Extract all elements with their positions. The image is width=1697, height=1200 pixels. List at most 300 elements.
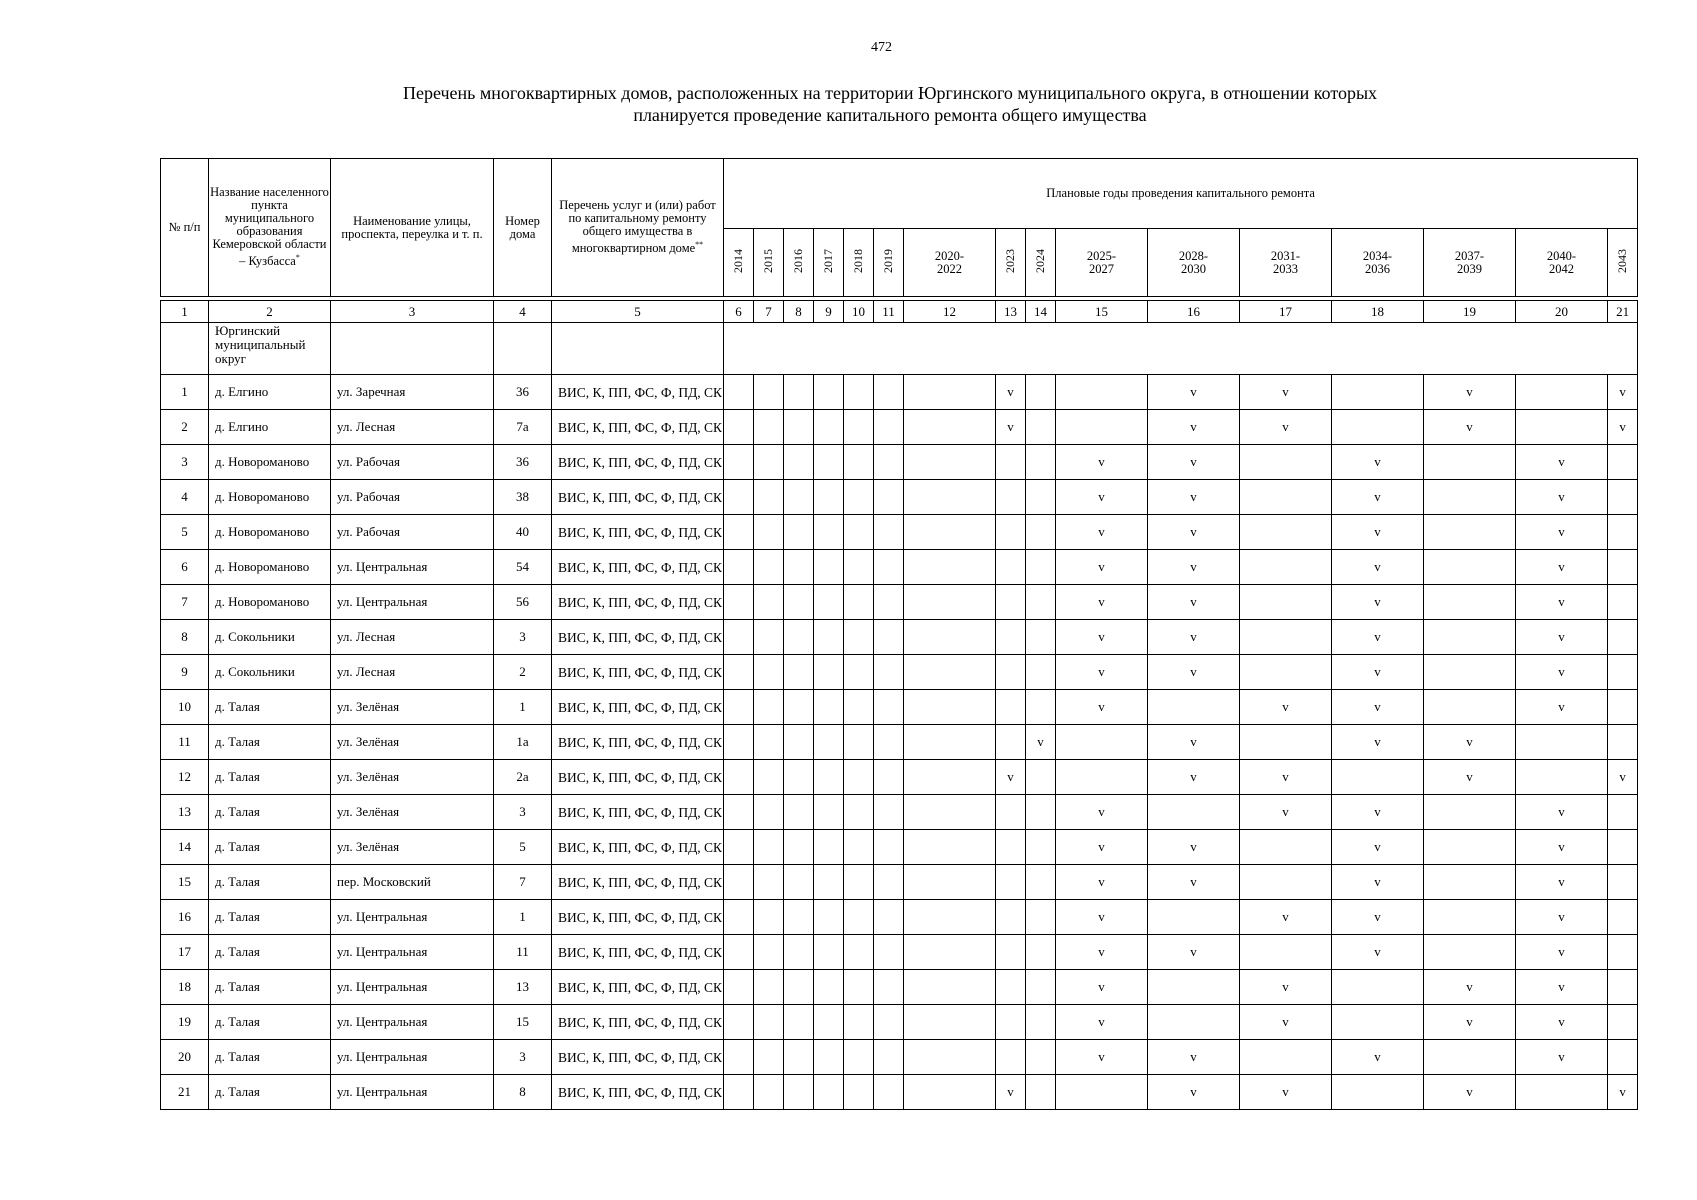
year-mark: v [1332, 585, 1424, 620]
column-number: 12 [904, 301, 996, 323]
year-mark-cell [1608, 865, 1638, 900]
year-mark-cell [784, 550, 814, 585]
year-mark: v [1516, 515, 1608, 550]
year-mark-cell [814, 375, 844, 410]
year-mark-cell [1240, 725, 1332, 760]
street-name: ул. Центральная [331, 1075, 494, 1110]
year-mark-cell [996, 480, 1026, 515]
year-mark: v [1608, 1075, 1638, 1110]
year-mark: v [1516, 970, 1608, 1005]
year-mark-cell [754, 1005, 784, 1040]
works-list: ВИС, К, ПП, ФС, Ф, ПД, СК [552, 550, 724, 585]
year-mark-cell [874, 935, 904, 970]
street-name: ул. Лесная [331, 620, 494, 655]
year-mark: v [1056, 585, 1148, 620]
year-mark-cell [724, 760, 754, 795]
column-number: 3 [331, 301, 494, 323]
year-mark-cell [754, 795, 784, 830]
header-year [1608, 229, 1638, 297]
year-mark: v [1148, 1040, 1240, 1075]
year-mark: v [1332, 865, 1424, 900]
year-mark-cell [724, 410, 754, 445]
year-mark-cell [844, 620, 874, 655]
year-mark-cell [874, 1040, 904, 1075]
header-works-mark: ** [695, 240, 704, 250]
year-mark-cell [904, 515, 996, 550]
settlement-name: д. Талая [209, 1040, 331, 1075]
works-list: ВИС, К, ПП, ФС, Ф, ПД, СК [552, 515, 724, 550]
works-list: ВИС, К, ПП, ФС, Ф, ПД, СК [552, 585, 724, 620]
year-mark: v [1608, 410, 1638, 445]
settlement-name: д. Талая [209, 830, 331, 865]
year-mark-cell [996, 1005, 1026, 1040]
year-mark-cell [1056, 725, 1148, 760]
year-mark-cell [814, 1075, 844, 1110]
year-mark-cell [784, 445, 814, 480]
street-name: ул. Центральная [331, 550, 494, 585]
year-mark-cell [784, 480, 814, 515]
table-row [161, 480, 1638, 515]
year-mark: v [1240, 410, 1332, 445]
year-mark: v [1424, 760, 1516, 795]
header-settlement-text: Название населенного пункта муниципального образования Кемеровской области – Кузбасса [210, 185, 329, 269]
year-mark-cell [996, 795, 1026, 830]
year-mark: v [1148, 760, 1240, 795]
year-mark-cell [1148, 1005, 1240, 1040]
year-mark: v [1516, 445, 1608, 480]
year-mark: v [996, 410, 1026, 445]
year-mark: v [1148, 550, 1240, 585]
year-mark: v [1056, 1040, 1148, 1075]
year-mark-cell [784, 830, 814, 865]
year-mark-cell [1424, 585, 1516, 620]
year-mark-cell [1240, 830, 1332, 865]
year-mark-cell [904, 620, 996, 655]
row-number: 18 [161, 970, 209, 1005]
year-mark-cell [1608, 480, 1638, 515]
row-number: 19 [161, 1005, 209, 1040]
year-mark: v [1056, 550, 1148, 585]
year-mark-cell [1026, 865, 1056, 900]
header-year-label: 2043 [1615, 249, 1630, 273]
title-line-2: планируется проведение капитального ремонта общего имущества [633, 105, 1147, 125]
year-mark-cell [904, 865, 996, 900]
year-mark: v [1240, 690, 1332, 725]
year-mark-cell [1608, 795, 1638, 830]
year-mark-cell [814, 1005, 844, 1040]
year-mark-cell [904, 690, 996, 725]
house-number: 5 [494, 830, 552, 865]
header-year [1056, 229, 1148, 297]
house-number: 3 [494, 620, 552, 655]
settlement-name: д. Сокольники [209, 620, 331, 655]
year-mark-cell [996, 620, 1026, 655]
street-name: ул. Центральная [331, 900, 494, 935]
year-mark-cell [1332, 1075, 1424, 1110]
year-mark-cell [844, 1005, 874, 1040]
year-mark-cell [1026, 760, 1056, 795]
year-mark: v [1240, 375, 1332, 410]
year-mark: v [996, 375, 1026, 410]
year-mark-cell [1240, 620, 1332, 655]
year-mark-cell [1240, 655, 1332, 690]
row-number: 2 [161, 410, 209, 445]
house-number: 56 [494, 585, 552, 620]
row-number: 21 [161, 1075, 209, 1110]
works-list: ВИС, К, ПП, ФС, Ф, ПД, СК [552, 865, 724, 900]
title-line-1: Перечень многоквартирных домов, расположенных на территории Юргинского муниципального округа, в отношении которых [402, 83, 1378, 103]
year-mark-cell [784, 970, 814, 1005]
year-mark: v [1148, 1075, 1240, 1110]
year-mark-cell [1424, 830, 1516, 865]
repair-schedule-table [160, 158, 1638, 1110]
settlement-name: д. Талая [209, 900, 331, 935]
house-number: 15 [494, 1005, 552, 1040]
header-year [1424, 229, 1516, 297]
year-mark-cell [874, 410, 904, 445]
year-mark-cell [1026, 830, 1056, 865]
year-mark: v [1424, 1075, 1516, 1110]
year-mark-cell [814, 1040, 844, 1075]
row-number: 1 [161, 375, 209, 410]
year-mark-cell [754, 760, 784, 795]
year-mark-cell [1608, 550, 1638, 585]
year-mark-cell [844, 900, 874, 935]
year-mark-cell [874, 515, 904, 550]
year-mark-cell [1332, 375, 1424, 410]
year-mark-cell [754, 935, 784, 970]
house-number: 54 [494, 550, 552, 585]
year-mark-cell [1240, 865, 1332, 900]
street-name: пер. Московский [331, 865, 494, 900]
year-mark: v [1516, 795, 1608, 830]
year-mark: v [1056, 515, 1148, 550]
year-mark-cell [754, 480, 784, 515]
year-mark: v [1516, 550, 1608, 585]
year-mark-cell [1608, 515, 1638, 550]
house-number: 2 [494, 655, 552, 690]
header-works [552, 159, 724, 297]
year-mark-cell [814, 760, 844, 795]
year-mark-cell [1026, 515, 1056, 550]
year-mark: v [1056, 655, 1148, 690]
year-mark-cell [1026, 1075, 1056, 1110]
street-name: ул. Зелёная [331, 760, 494, 795]
street-name: ул. Лесная [331, 655, 494, 690]
house-number: 36 [494, 445, 552, 480]
header-year [1240, 229, 1332, 297]
year-mark-cell [784, 760, 814, 795]
works-list: ВИС, К, ПП, ФС, Ф, ПД, СК [552, 900, 724, 935]
row-number: 15 [161, 865, 209, 900]
year-mark: v [1240, 1005, 1332, 1040]
year-mark-cell [1424, 900, 1516, 935]
year-mark-cell [844, 655, 874, 690]
year-mark-cell [784, 900, 814, 935]
street-name: ул. Центральная [331, 1040, 494, 1075]
year-mark-cell [844, 865, 874, 900]
okrug-cell-street [331, 323, 494, 375]
year-mark-cell [1240, 585, 1332, 620]
table-row [161, 620, 1638, 655]
street-name: ул. Зелёная [331, 690, 494, 725]
year-mark: v [1148, 655, 1240, 690]
header-year-label: 2019 [881, 249, 895, 273]
year-mark-cell [1026, 900, 1056, 935]
year-mark-cell [754, 620, 784, 655]
year-mark: v [1332, 900, 1424, 935]
street-name: ул. Рабочая [331, 480, 494, 515]
year-mark-cell [904, 585, 996, 620]
year-mark-cell [996, 445, 1026, 480]
year-mark-cell [844, 795, 874, 830]
year-mark-cell [1424, 865, 1516, 900]
year-mark: v [1056, 690, 1148, 725]
year-mark: v [1332, 725, 1424, 760]
year-mark-cell [1026, 480, 1056, 515]
header-year-label: 2020- 2022 [934, 248, 965, 276]
year-mark: v [1424, 375, 1516, 410]
header-year-label: 2015 [761, 249, 775, 273]
document-title [330, 82, 1450, 126]
column-number: 13 [996, 301, 1026, 323]
year-mark-cell [904, 655, 996, 690]
okrug-label: Юргинский муниципальный округ [209, 323, 331, 375]
year-mark-cell [844, 515, 874, 550]
year-mark-cell [1608, 830, 1638, 865]
year-mark-cell [904, 1075, 996, 1110]
year-mark-cell [784, 865, 814, 900]
year-mark-cell [1026, 445, 1056, 480]
street-name: ул. Заречная [331, 375, 494, 410]
year-mark-cell [874, 585, 904, 620]
year-mark-cell [754, 690, 784, 725]
year-mark-cell [754, 550, 784, 585]
table-row [161, 1040, 1638, 1075]
house-number: 3 [494, 1040, 552, 1075]
year-mark-cell [996, 830, 1026, 865]
year-mark-cell [1056, 760, 1148, 795]
header-year-label: 2037- 2039 [1454, 248, 1485, 276]
year-mark-cell [904, 550, 996, 585]
header-year [1148, 229, 1240, 297]
year-mark-cell [904, 970, 996, 1005]
year-mark-cell [996, 1040, 1026, 1075]
year-mark-cell [1608, 1040, 1638, 1075]
year-mark-cell [754, 900, 784, 935]
year-mark-cell [784, 1075, 814, 1110]
header-settlement [209, 159, 331, 297]
row-number: 5 [161, 515, 209, 550]
street-name: ул. Центральная [331, 935, 494, 970]
year-mark-cell [1608, 690, 1638, 725]
year-mark: v [1148, 410, 1240, 445]
year-mark-cell [724, 585, 754, 620]
year-mark-cell [904, 900, 996, 935]
table-row [161, 1005, 1638, 1040]
table-row [161, 935, 1638, 970]
year-mark: v [1148, 620, 1240, 655]
settlement-name: д. Талая [209, 1075, 331, 1110]
year-mark-cell [996, 900, 1026, 935]
column-number: 14 [1026, 301, 1056, 323]
year-mark-cell [874, 1075, 904, 1110]
year-mark-cell [1026, 1005, 1056, 1040]
house-number: 7 [494, 865, 552, 900]
table-row [161, 445, 1638, 480]
settlement-name: д. Талая [209, 725, 331, 760]
column-number: 6 [724, 301, 754, 323]
year-mark-cell [1424, 445, 1516, 480]
year-mark-cell [1240, 550, 1332, 585]
row-number: 3 [161, 445, 209, 480]
year-mark-cell [996, 935, 1026, 970]
year-mark-cell [754, 375, 784, 410]
column-number: 16 [1148, 301, 1240, 323]
year-mark-cell [1608, 970, 1638, 1005]
house-number: 1а [494, 725, 552, 760]
year-mark-cell [844, 375, 874, 410]
year-mark-cell [996, 690, 1026, 725]
year-mark-cell [784, 690, 814, 725]
header-year-label: 2023 [1003, 249, 1017, 273]
year-mark-cell [844, 690, 874, 725]
year-mark-cell [1608, 445, 1638, 480]
row-number: 9 [161, 655, 209, 690]
year-mark-cell [904, 410, 996, 445]
settlement-name: д. Новороманово [209, 585, 331, 620]
year-mark: v [1148, 480, 1240, 515]
street-name: ул. Центральная [331, 585, 494, 620]
house-number: 8 [494, 1075, 552, 1110]
settlement-name: д. Елгино [209, 410, 331, 445]
year-mark-cell [754, 585, 784, 620]
street-name: ул. Центральная [331, 1005, 494, 1040]
column-number: 2 [209, 301, 331, 323]
year-mark: v [1516, 900, 1608, 935]
year-mark-cell [844, 1075, 874, 1110]
settlement-name: д. Талая [209, 795, 331, 830]
year-mark-cell [814, 655, 844, 690]
works-list: ВИС, К, ПП, ФС, Ф, ПД, СК [552, 1005, 724, 1040]
year-mark-cell [1026, 970, 1056, 1005]
year-mark-cell [754, 725, 784, 760]
year-mark: v [1516, 690, 1608, 725]
works-list: ВИС, К, ПП, ФС, Ф, ПД, СК [552, 725, 724, 760]
year-mark: v [1148, 935, 1240, 970]
year-mark: v [1608, 375, 1638, 410]
year-mark-cell [724, 795, 754, 830]
year-mark-cell [1056, 410, 1148, 445]
house-number: 36 [494, 375, 552, 410]
year-mark: v [1056, 620, 1148, 655]
year-mark-cell [784, 655, 814, 690]
year-mark-cell [724, 1005, 754, 1040]
year-mark-cell [784, 795, 814, 830]
works-list: ВИС, К, ПП, ФС, Ф, ПД, СК [552, 760, 724, 795]
year-mark-cell [874, 1005, 904, 1040]
year-mark-cell [904, 760, 996, 795]
year-mark-cell [874, 970, 904, 1005]
header-year-label: 2014 [731, 249, 745, 273]
settlement-name: д. Новороманово [209, 550, 331, 585]
year-mark-cell [996, 865, 1026, 900]
column-number: 19 [1424, 301, 1516, 323]
settlement-name: д. Новороманово [209, 480, 331, 515]
year-mark-cell [996, 515, 1026, 550]
table-row [161, 795, 1638, 830]
year-mark-cell [874, 690, 904, 725]
year-mark-cell [814, 515, 844, 550]
year-mark: v [1516, 1005, 1608, 1040]
year-mark: v [1424, 725, 1516, 760]
header-year [874, 229, 904, 297]
year-mark: v [1332, 655, 1424, 690]
year-mark: v [1148, 375, 1240, 410]
column-number: 15 [1056, 301, 1148, 323]
table-row [161, 900, 1638, 935]
year-mark-cell [874, 865, 904, 900]
house-number: 11 [494, 935, 552, 970]
year-mark-cell [1026, 655, 1056, 690]
year-mark-cell [754, 410, 784, 445]
header-year [1332, 229, 1424, 297]
okrug-cell-house [494, 323, 552, 375]
header-years-group: Плановые годы проведения капитального ремонта [724, 159, 1638, 229]
year-mark-cell [724, 620, 754, 655]
column-number: 10 [844, 301, 874, 323]
year-mark: v [1332, 620, 1424, 655]
year-mark: v [1332, 445, 1424, 480]
year-mark-cell [996, 655, 1026, 690]
works-list: ВИС, К, ПП, ФС, Ф, ПД, СК [552, 620, 724, 655]
works-list: ВИС, К, ПП, ФС, Ф, ПД, СК [552, 1075, 724, 1110]
header-year-label: 2016 [791, 249, 805, 273]
year-mark-cell [1026, 795, 1056, 830]
settlement-name: д. Талая [209, 760, 331, 795]
year-mark: v [1240, 900, 1332, 935]
year-mark-cell [844, 480, 874, 515]
table-row [161, 515, 1638, 550]
year-mark-cell [1424, 655, 1516, 690]
year-mark-cell [1026, 550, 1056, 585]
column-number: 11 [874, 301, 904, 323]
year-mark: v [1056, 970, 1148, 1005]
year-mark-cell [1026, 1040, 1056, 1075]
table-row [161, 760, 1638, 795]
year-mark-cell [814, 865, 844, 900]
header-house: Номер дома [494, 159, 552, 297]
header-year [724, 229, 754, 297]
year-mark-cell [724, 900, 754, 935]
year-mark-cell [814, 585, 844, 620]
year-mark-cell [784, 375, 814, 410]
year-mark-cell [1424, 1040, 1516, 1075]
column-number: 7 [754, 301, 784, 323]
street-name: ул. Центральная [331, 970, 494, 1005]
year-mark: v [1332, 830, 1424, 865]
table-row [161, 725, 1638, 760]
year-mark-cell [814, 900, 844, 935]
street-name: ул. Рабочая [331, 515, 494, 550]
works-list: ВИС, К, ПП, ФС, Ф, ПД, СК [552, 690, 724, 725]
house-number: 1 [494, 900, 552, 935]
house-number: 7а [494, 410, 552, 445]
year-mark-cell [1026, 935, 1056, 970]
year-mark: v [1516, 830, 1608, 865]
year-mark: v [1424, 410, 1516, 445]
year-mark: v [1240, 760, 1332, 795]
